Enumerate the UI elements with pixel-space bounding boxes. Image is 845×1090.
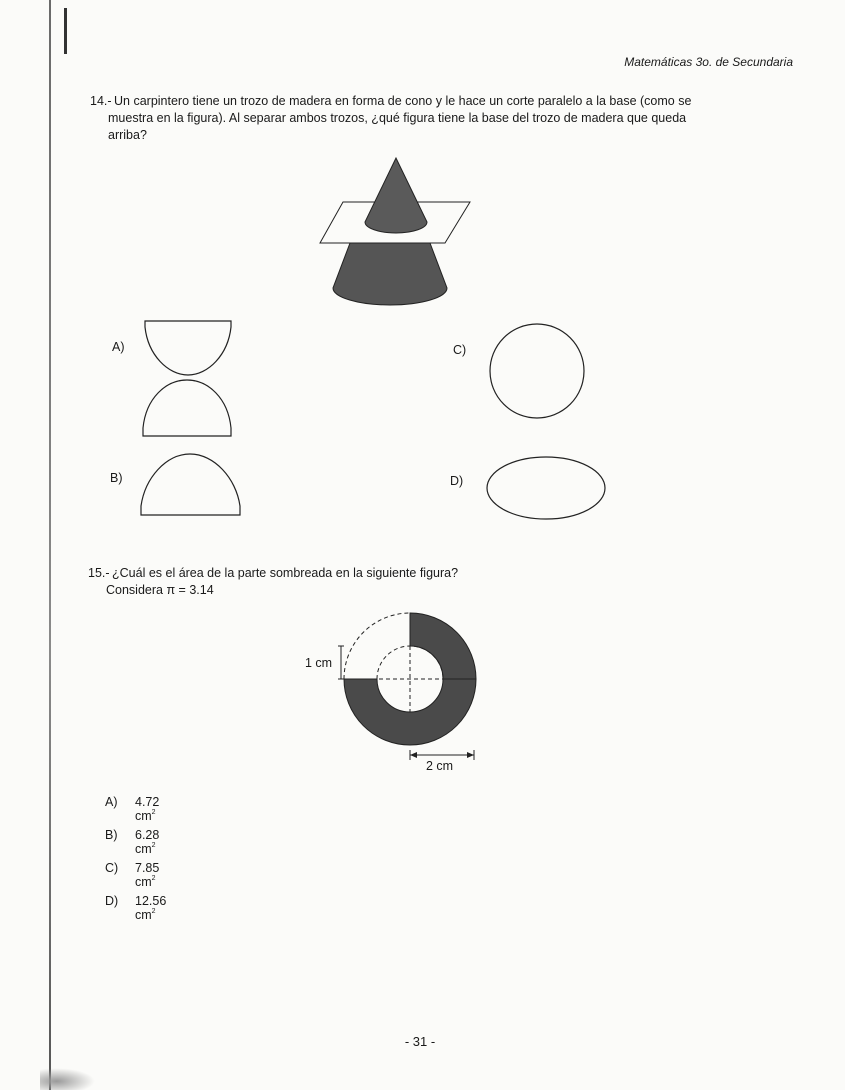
question-number: 14.- [90, 94, 112, 108]
page-number: - 31 - [404, 1034, 436, 1049]
answer-letter: B) [105, 828, 118, 842]
answer-letter: D) [105, 894, 119, 908]
answer-value: 4.72 $cm^2$ [135, 795, 160, 823]
answer-letter: A) [105, 795, 118, 809]
question-text-line3: arriba? [108, 128, 147, 142]
option-b-label: B) [110, 471, 123, 485]
label-1cm: 1 cm [305, 656, 333, 670]
option-d-label: D) [450, 474, 464, 488]
answer-value: 7.85 $cm^2$ [135, 861, 160, 889]
page-header: Matemáticas 3o. de Secundaria [624, 55, 793, 69]
answer-value: 12.56 $cm^2$ [135, 894, 167, 922]
question-text-line2: muestra en la figura). Al separar ambos trozos, ¿qué figura tiene la base del trozo de madera que queda [108, 111, 687, 125]
option-c-label: C) [453, 343, 467, 357]
shaded-region-top-right [410, 613, 476, 679]
dashed-outer-arc [344, 613, 410, 679]
answer-value: 6.28 $cm^2$ [135, 828, 160, 856]
question-text-line2: Considera π = 3.14 [106, 583, 214, 597]
option-a-label: A) [112, 340, 125, 354]
question-number: 15.- [88, 566, 110, 580]
question-text-line1: ¿Cuál es el área de la parte sombreada en la siguiente figura? [112, 566, 459, 580]
answer-letter: C) [105, 861, 119, 875]
label-2cm: 2 cm [426, 759, 454, 773]
question-text-line1: Un carpintero tiene un trozo de madera en forma de cono y le hace un corte paralelo a la base (como se [114, 94, 692, 108]
